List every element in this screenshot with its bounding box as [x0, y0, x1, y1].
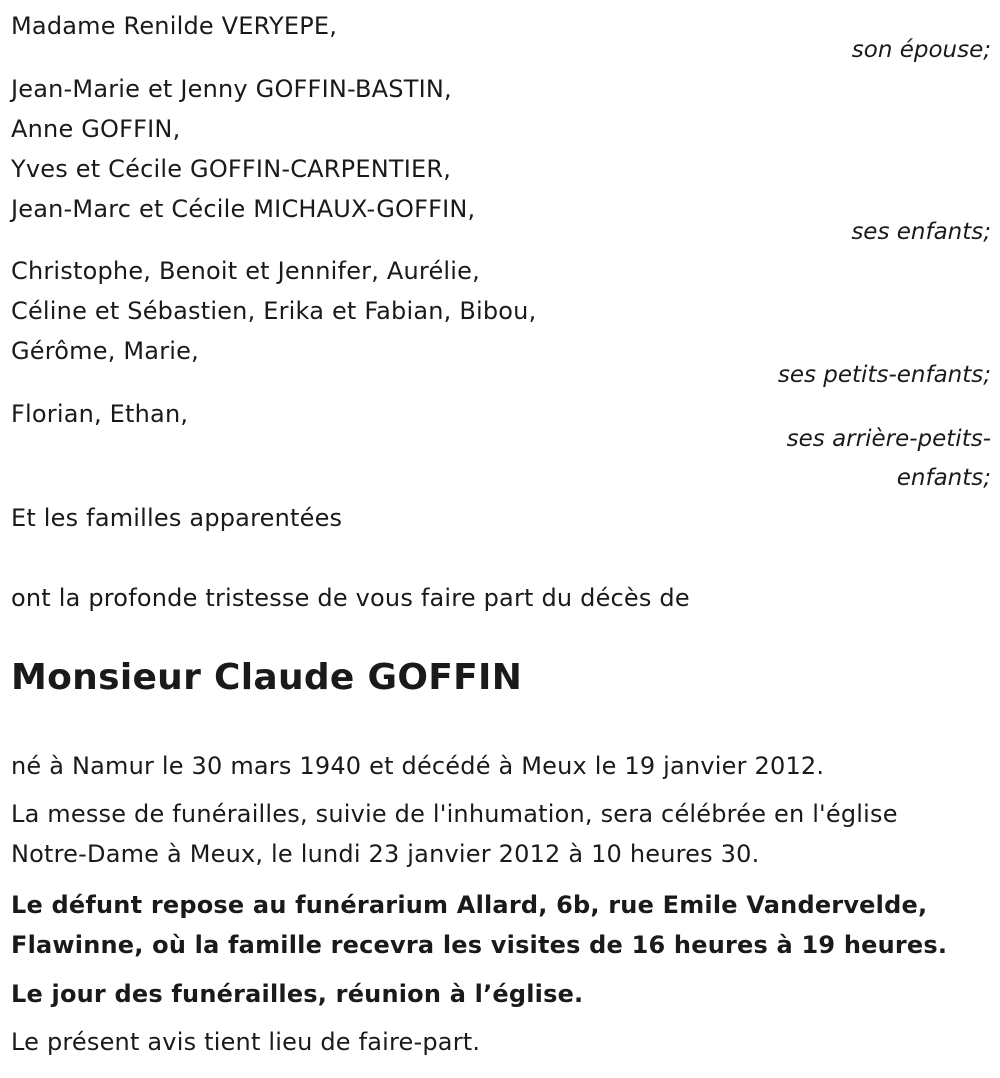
- notice-text: Le présent avis tient lieu de faire-part.: [11, 1028, 481, 1056]
- great-grandchildren-role-line1: ses arrière-petits-: [786, 426, 991, 452]
- funeral-details-line1: La messe de funérailles, suivie de l'inhumation, sera célébrée en l'église: [11, 800, 898, 828]
- funeral-details-line2: Notre-Dame à Meux, le lundi 23 janvier 2012 à 10 heures 30.: [11, 840, 760, 868]
- child-name: Jean-Marc et Cécile MICHAUX-GOFFIN,: [11, 195, 476, 223]
- grandchild-name: Gérôme, Marie,: [11, 337, 199, 365]
- child-name: Yves et Cécile GOFFIN-CARPENTIER,: [11, 155, 452, 183]
- deceased-name: Monsieur Claude GOFFIN: [11, 657, 523, 698]
- grandchild-name: Céline et Sébastien, Erika et Fabian, Bibou,: [11, 297, 537, 325]
- child-name: Anne GOFFIN,: [11, 115, 181, 143]
- related-families: Et les familles apparentées: [11, 504, 343, 532]
- spouse-role: son épouse;: [851, 37, 991, 63]
- announcement-text: ont la profonde tristesse de vous faire part du décès de: [11, 584, 690, 612]
- child-name: Jean-Marie et Jenny GOFFIN-BASTIN,: [11, 75, 452, 103]
- grandchild-name: Christophe, Benoit et Jennifer, Aurélie,: [11, 257, 480, 285]
- grandchildren-role: ses petits-enfants;: [777, 362, 991, 388]
- spouse-name: Madame Renilde VERYEPE,: [11, 12, 338, 40]
- meeting-details: Le jour des funérailles, réunion à l’église.: [11, 980, 584, 1008]
- great-grandchild-name: Florian, Ethan,: [11, 400, 189, 428]
- visit-details-line1: Le défunt repose au funérarium Allard, 6b, rue Emile Vandervelde,: [11, 891, 928, 919]
- great-grandchildren-role-line2: enfants;: [896, 465, 991, 491]
- birth-death-details: né à Namur le 30 mars 1940 et décédé à Meux le 19 janvier 2012.: [11, 752, 825, 780]
- visit-details-line2: Flawinne, où la famille recevra les visites de 16 heures à 19 heures.: [11, 931, 948, 959]
- children-role: ses enfants;: [851, 219, 991, 245]
